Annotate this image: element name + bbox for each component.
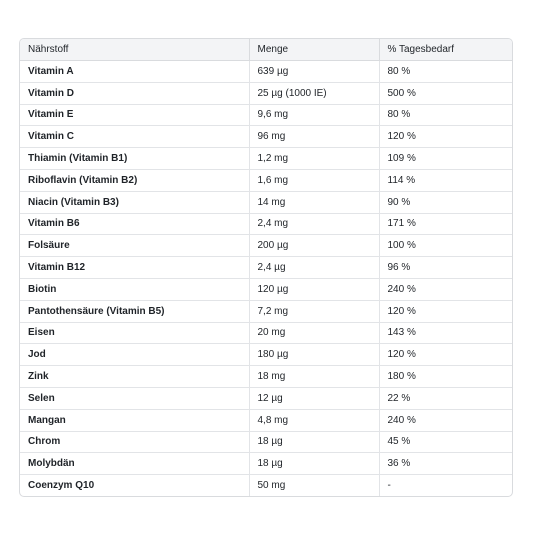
header-row xyxy=(20,39,512,61)
nutrient-name-cell: Jod xyxy=(20,344,249,366)
nutrient-name-cell: Coenzym Q10 xyxy=(20,475,249,496)
amount-cell: 4,8 mg xyxy=(249,409,379,431)
nutrient-name-cell: Eisen xyxy=(20,322,249,344)
nutrient-name-cell: Niacin (Vitamin B3) xyxy=(20,191,249,213)
table-row xyxy=(20,61,512,83)
amount-cell: 200 µg xyxy=(249,235,379,257)
daily-value-cell: 120 % xyxy=(379,126,512,148)
nutrient-name-cell: Vitamin B6 xyxy=(20,213,249,235)
amount-cell: 9,6 mg xyxy=(249,104,379,126)
daily-value-cell: 120 % xyxy=(379,300,512,322)
table-row xyxy=(20,475,512,496)
table-row xyxy=(20,278,512,300)
daily-value-cell: 180 % xyxy=(379,366,512,388)
table-row xyxy=(20,257,512,279)
table-row xyxy=(20,387,512,409)
daily-value-cell: 36 % xyxy=(379,453,512,475)
nutrient-name-cell: Vitamin C xyxy=(20,126,249,148)
nutrient-name-cell: Riboflavin (Vitamin B2) xyxy=(20,169,249,191)
amount-cell: 18 mg xyxy=(249,366,379,388)
daily-value-cell: 45 % xyxy=(379,431,512,453)
column-header-naehrstoff: Nährstoff xyxy=(20,39,249,61)
daily-value-cell: 143 % xyxy=(379,322,512,344)
daily-value-cell: 96 % xyxy=(379,257,512,279)
nutrient-table-container xyxy=(19,38,513,497)
nutrient-name-cell: Molybdän xyxy=(20,453,249,475)
table-row xyxy=(20,82,512,104)
nutrient-name-cell: Thiamin (Vitamin B1) xyxy=(20,148,249,170)
amount-cell: 2,4 mg xyxy=(249,213,379,235)
amount-cell: 1,2 mg xyxy=(249,148,379,170)
amount-cell: 7,2 mg xyxy=(249,300,379,322)
daily-value-cell: 171 % xyxy=(379,213,512,235)
nutrient-name-cell: Chrom xyxy=(20,431,249,453)
daily-value-cell: 240 % xyxy=(379,278,512,300)
amount-cell: 50 mg xyxy=(249,475,379,496)
amount-cell: 120 µg xyxy=(249,278,379,300)
nutrient-name-cell: Vitamin D xyxy=(20,82,249,104)
amount-cell: 639 µg xyxy=(249,61,379,83)
table-row xyxy=(20,300,512,322)
amount-cell: 1,6 mg xyxy=(249,169,379,191)
daily-value-cell: 500 % xyxy=(379,82,512,104)
nutrient-name-cell: Vitamin B12 xyxy=(20,257,249,279)
nutrient-table xyxy=(20,39,512,496)
table-header xyxy=(20,39,512,61)
nutrient-name-cell: Mangan xyxy=(20,409,249,431)
amount-cell: 25 µg (1000 IE) xyxy=(249,82,379,104)
nutrient-name-cell: Pantothensäure (Vitamin B5) xyxy=(20,300,249,322)
amount-cell: 2,4 µg xyxy=(249,257,379,279)
daily-value-cell: 100 % xyxy=(379,235,512,257)
table-row xyxy=(20,126,512,148)
table-row xyxy=(20,213,512,235)
table-row xyxy=(20,431,512,453)
daily-value-cell: - xyxy=(387,480,391,492)
column-header-menge: Menge xyxy=(249,39,379,61)
daily-value-cell: 80 % xyxy=(379,61,512,83)
table-row xyxy=(20,409,512,431)
table-row xyxy=(20,169,512,191)
amount-cell: 18 µg xyxy=(249,431,379,453)
nutrient-name-cell: Selen xyxy=(20,387,249,409)
table-body xyxy=(20,61,512,496)
table-row xyxy=(20,453,512,475)
table-row xyxy=(20,366,512,388)
amount-cell: 20 mg xyxy=(249,322,379,344)
table-row xyxy=(20,191,512,213)
nutrient-name-cell: Folsäure xyxy=(20,235,249,257)
daily-value-cell: 120 % xyxy=(379,344,512,366)
nutrient-name-cell: Vitamin A xyxy=(20,61,249,83)
table-row xyxy=(20,322,512,344)
amount-cell: 96 mg xyxy=(249,126,379,148)
amount-cell: 14 mg xyxy=(249,191,379,213)
amount-cell: 180 µg xyxy=(249,344,379,366)
daily-value-cell: 114 % xyxy=(379,169,512,191)
table-row xyxy=(20,235,512,257)
table-row xyxy=(20,104,512,126)
daily-value-cell: 22 % xyxy=(379,387,512,409)
nutrient-name-cell: Zink xyxy=(20,366,249,388)
amount-cell: 12 µg xyxy=(249,387,379,409)
nutrient-name-cell: Biotin xyxy=(20,278,249,300)
column-header-tagesbedarf: % Tagesbedarf xyxy=(379,39,512,61)
amount-cell: 18 µg xyxy=(249,453,379,475)
daily-value-cell: 80 % xyxy=(379,104,512,126)
nutrient-name-cell: Vitamin E xyxy=(20,104,249,126)
daily-value-cell: 240 % xyxy=(379,409,512,431)
daily-value-cell: 109 % xyxy=(379,148,512,170)
daily-value-cell: 90 % xyxy=(379,191,512,213)
table-row xyxy=(20,148,512,170)
table-row xyxy=(20,344,512,366)
